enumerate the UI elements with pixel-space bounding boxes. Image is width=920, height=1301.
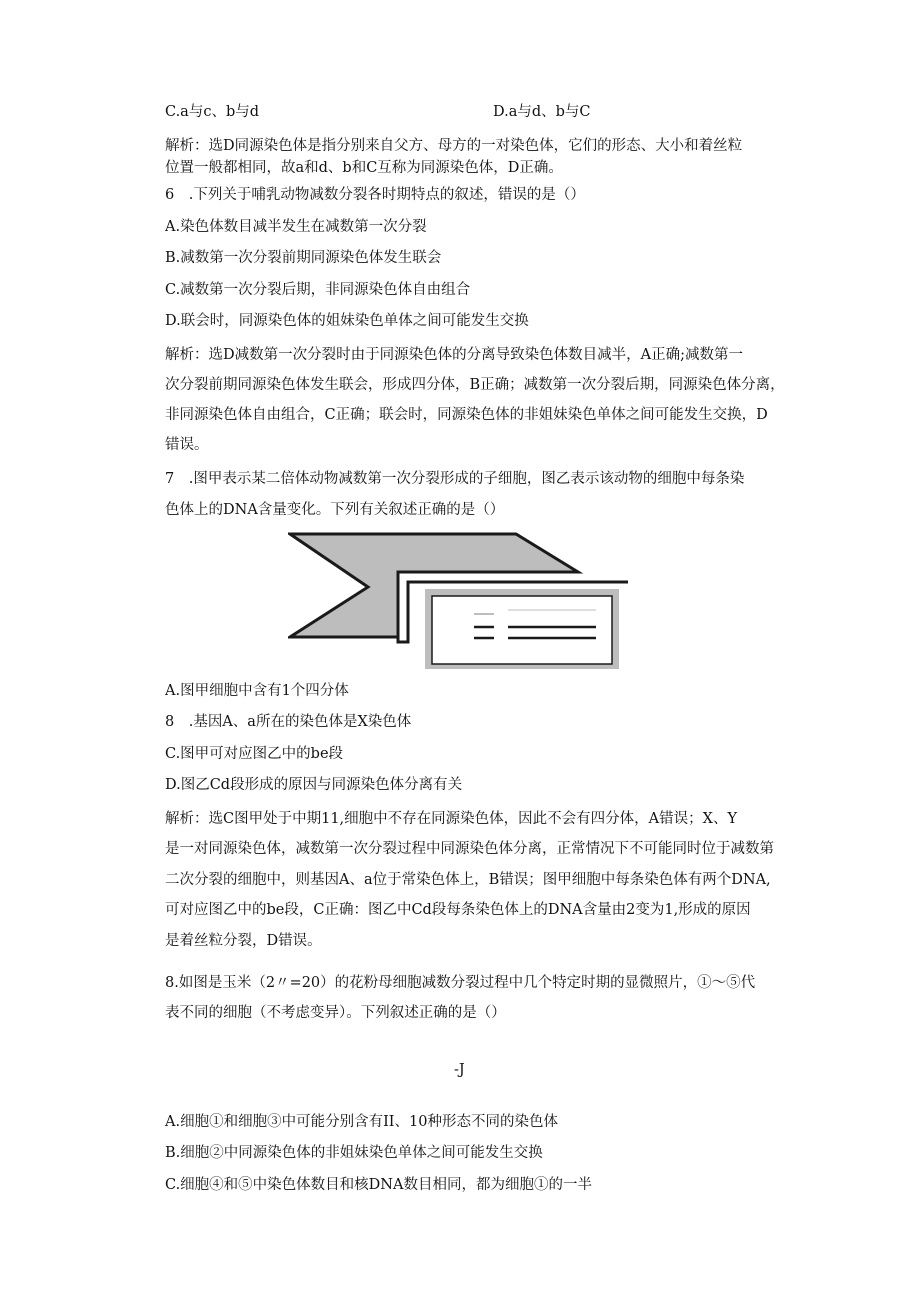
q7-option-a: A.图甲细胞中含有1个四分体 — [165, 683, 349, 699]
q5-analysis-line: 解析：选D同源染色体是指分别来自父方、母方的一对染色体，它们的形态、大小和着丝粒 — [165, 138, 743, 154]
q7-stem: 色体上的DNA含量变化。下列有关叙述正确的是（） — [165, 502, 505, 518]
q5-option-c: C.a与c、b与d — [165, 104, 260, 120]
q7-option-d: D.图乙Cd段形成的原因与同源染色体分离有关 — [165, 777, 463, 793]
cell-figure — [288, 532, 628, 672]
q5-option-d: D.a与d、b与C — [493, 104, 591, 120]
q7-stem: 7 .图甲表示某二倍体动物减数第一次分裂形成的子细胞，图乙表示该动物的细胞中每条染 — [165, 471, 745, 487]
q8-option-c: C.细胞④和⑤中染色体数目和核DNA数目相同，都为细胞①的一半 — [165, 1177, 592, 1193]
q6-analysis-line: 错误。 — [165, 437, 209, 453]
stray-mark: -J — [454, 1062, 465, 1078]
q6-option-b: B.减数第一次分裂前期同源染色体发生联会 — [165, 250, 442, 266]
q6-option-d: D.联会时，同源染色体的姐妹染色单体之间可能发生交换 — [165, 313, 529, 329]
q7-option-c: C.图甲可对应图乙中的be段 — [165, 746, 344, 762]
figure-inner-box — [432, 596, 612, 664]
q6-option-a: A.染色体数目减半发生在减数第一次分裂 — [165, 219, 427, 235]
q7-analysis-line: 是一对同源染色体，减数第一次分裂过程中同源染色体分离，正常情况下不可能同时位于减数第 — [165, 841, 774, 857]
q6-option-c: C.减数第一次分裂后期，非同源染色体自由组合 — [165, 282, 471, 298]
q7-analysis-line: 是着丝粒分裂，D错误。 — [165, 933, 322, 949]
q6-analysis-line: 次分裂前期同源染色体发生联会，形成四分体，B正确；减数第一次分裂后期，同源染色体分离， — [165, 377, 785, 393]
q8-stem: 表不同的细胞（不考虑变异）。下列叙述正确的是（） — [165, 1005, 506, 1021]
q7-option-b: 8 .基因A、a所在的染色体是X染色体 — [165, 714, 412, 730]
q7-analysis-line: 解析：选C图甲处于中期11,细胞中不存在同源染色体，因此不会有四分体，A错误；X、Y — [165, 811, 738, 827]
q7-analysis-line: 可对应图乙中的be段，C正确：图乙中Cd段每条染色体上的DNA含量由2变为1,形成的原因 — [165, 902, 751, 918]
q6-analysis-line: 非同源染色体自由组合，C正确；联会时，同源染色体的非姐妹染色单体之间可能发生交换，D — [165, 407, 768, 423]
q7-analysis-line: 二次分裂的细胞中，则基因A、a位于常染色体上，B错误；图甲细胞中每条染色体有两个DNA, — [165, 872, 771, 888]
q6-stem: 6 .下列关于哺乳动物减数分裂各时期特点的叙述，错误的是（） — [165, 187, 585, 203]
q5-analysis-line: 位置一般都相同，故a和d、b和C互称为同源染色体，D正确。 — [165, 160, 563, 176]
q8-option-a: A.细胞①和细胞③中可能分别含有II、10种形态不同的染色体 — [165, 1114, 558, 1130]
q6-analysis-line: 解析：选D减数第一次分裂时由于同源染色体的分离导致染色体数目减半，A正确;减数第一 — [165, 347, 743, 363]
q8-stem: 8.如图是玉米（2〃=20）的花粉母细胞减数分裂过程中几个特定时期的显微照片，①～⑤代 — [165, 975, 756, 991]
q8-option-b: B.细胞②中同源染色体的非姐妹染色单体之间可能发生交换 — [165, 1145, 543, 1161]
